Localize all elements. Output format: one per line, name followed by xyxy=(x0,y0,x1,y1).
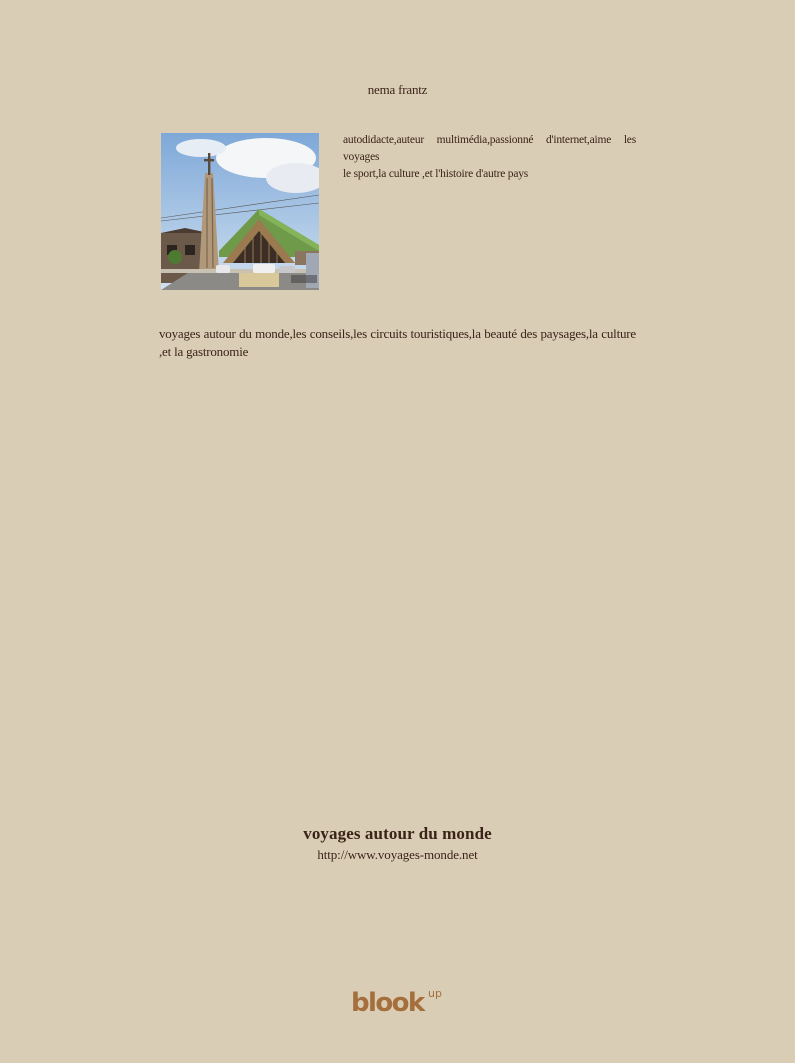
author-bio xyxy=(343,132,636,183)
logo-wordmark: blook xyxy=(351,988,424,1018)
book-url[interactable]: http://www.voyages-monde.net xyxy=(317,847,478,862)
logo-superscript: up xyxy=(428,987,442,1000)
church-photo-icon xyxy=(161,133,319,290)
blookup-logo-icon xyxy=(351,988,446,1020)
book-title: voyages autour du monde xyxy=(303,824,492,843)
author-photo xyxy=(161,133,319,290)
book-summary: voyages autour du monde,les conseils,les circuits touristiques,la beauté des paysages,la culture ,et la gastronomie xyxy=(159,326,636,359)
author-bio-line: autodidacte,auteur multimédia,passionné d'internet,aime les voyages xyxy=(343,134,636,163)
author-bio-line: le sport,la culture ,et l'histoire d'autre pays xyxy=(343,168,529,180)
author-name: nema frantz xyxy=(367,82,428,97)
